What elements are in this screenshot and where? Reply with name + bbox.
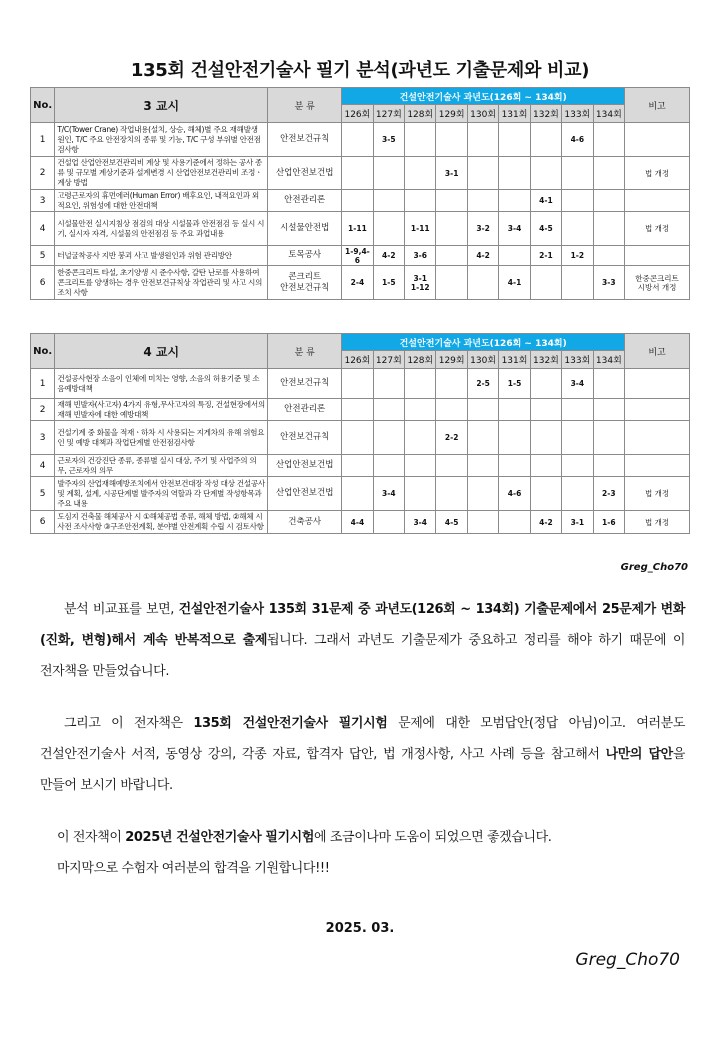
round-value xyxy=(436,369,467,399)
question-description: 건설업 산업안전보건관리비 계상 및 사용기준에서 정하는 공사 종류 및 규모별 계상기준과 설계변경 시 산업안전보건관리비 조정ㆍ계상 방법 xyxy=(55,157,268,190)
round-value xyxy=(436,477,467,511)
table-row xyxy=(31,455,690,477)
row-number: 3 xyxy=(31,190,55,212)
round-value xyxy=(405,399,436,421)
row-number: 3 xyxy=(31,421,55,455)
header-note: 비고 xyxy=(625,334,690,369)
header-round: 126회 xyxy=(342,105,373,123)
row-note xyxy=(625,190,690,212)
round-value xyxy=(530,477,561,511)
question-description: 건설공사현장 소음이 인체에 미치는 영향, 소음의 허용기준 및 소음예방대책 xyxy=(55,369,268,399)
round-value xyxy=(530,123,561,157)
header-category: 분 류 xyxy=(268,334,342,369)
round-value xyxy=(342,455,373,477)
round-value xyxy=(593,421,625,455)
round-value: 4-1 xyxy=(499,266,530,300)
question-description: 도심지 건축물 해체공사 시 ①해체공법 종류, 해체 방법, ②해체 시 사전 조사사항 ③구조안전계획, 분야별 안전계획 수립 시 검토사항 xyxy=(55,511,268,534)
round-value: 3-4 xyxy=(373,477,404,511)
table-row xyxy=(31,123,690,157)
text-segment: 에 조금이나마 도움이 되었으면 좋겠습니다. 마지막으로 수험자 여러분의 합격을 기원합니다!!! xyxy=(57,830,552,876)
author-signature: Greg_Cho70 xyxy=(575,950,680,970)
round-value xyxy=(373,190,404,212)
header-round: 130회 xyxy=(467,351,498,369)
round-value xyxy=(593,123,625,157)
question-description: 발주자의 산업재해예방조치에서 안전보건대장 작성 대상 건설공사 및 계획, 설계, 시공단계별 발주자의 역할과 각 단계별 작성항목과 주요 내용 xyxy=(55,477,268,511)
question-category: 건축공사 xyxy=(268,511,342,534)
round-value xyxy=(593,369,625,399)
round-value: 1-2 xyxy=(562,246,593,266)
emphasis-text: 나만의 답안 xyxy=(605,747,673,762)
header-round: 126회 xyxy=(342,351,373,369)
row-number: 1 xyxy=(31,123,55,157)
round-value xyxy=(436,123,467,157)
row-note xyxy=(625,399,690,421)
row-number: 2 xyxy=(31,399,55,421)
row-note: 한중콘크리트 시방서 개정 xyxy=(625,266,690,300)
round-value xyxy=(467,157,498,190)
round-value xyxy=(467,190,498,212)
round-value xyxy=(530,421,561,455)
table-row xyxy=(31,399,690,421)
question-description: 건설기계 중 화물을 적재ㆍ하차 시 사용되는 지게차의 유해 위험요인 및 예방 대책과 작업단계별 안전점검사항 xyxy=(55,421,268,455)
header-no: No. xyxy=(31,334,55,369)
round-value: 2-3 xyxy=(593,477,625,511)
round-value xyxy=(342,157,373,190)
round-value xyxy=(436,190,467,212)
question-category: 안전관리론 xyxy=(268,190,342,212)
round-value xyxy=(467,123,498,157)
round-value xyxy=(467,266,498,300)
question-category: 산업안전보건법 xyxy=(268,455,342,477)
header-round: 131회 xyxy=(499,105,530,123)
round-value: 1-6 xyxy=(593,511,625,534)
round-value xyxy=(467,511,498,534)
round-value xyxy=(342,399,373,421)
round-value xyxy=(562,266,593,300)
table-row xyxy=(31,190,690,212)
table-row xyxy=(31,246,690,266)
round-value xyxy=(530,266,561,300)
header-round: 132회 xyxy=(530,351,561,369)
question-category: 시설물안전법 xyxy=(268,212,342,246)
row-number: 6 xyxy=(31,511,55,534)
round-value xyxy=(373,399,404,421)
round-value xyxy=(342,421,373,455)
round-value xyxy=(405,421,436,455)
round-value: 4-2 xyxy=(373,246,404,266)
header-round: 128회 xyxy=(405,105,436,123)
row-note: 법 개정 xyxy=(625,477,690,511)
header-note: 비고 xyxy=(625,88,690,123)
round-value: 4-5 xyxy=(530,212,561,246)
round-value xyxy=(499,123,530,157)
round-value xyxy=(530,369,561,399)
row-note xyxy=(625,123,690,157)
analysis-table-4th-period xyxy=(30,333,690,534)
document-title: 135회 건설안전기술사 필기 분석(과년도 기출문제와 비교) xyxy=(130,60,590,81)
round-value xyxy=(562,190,593,212)
round-value: 3-1 1-12 xyxy=(405,266,436,300)
round-value xyxy=(562,157,593,190)
question-description: 고령근로자의 휴먼에러(Human Error) 배후요인, 내적요인과 외적요인, 위험성에 대한 안전대책 xyxy=(55,190,268,212)
row-number: 1 xyxy=(31,369,55,399)
round-value xyxy=(405,123,436,157)
header-round: 127회 xyxy=(373,105,404,123)
text-segment: 을 만들어 보시기 바랍니다. xyxy=(40,747,685,793)
header-category: 분 류 xyxy=(268,88,342,123)
round-value xyxy=(373,455,404,477)
round-value xyxy=(373,212,404,246)
round-value xyxy=(593,399,625,421)
round-value xyxy=(530,399,561,421)
round-value: 4-2 xyxy=(467,246,498,266)
header-round: 133회 xyxy=(562,351,593,369)
round-value xyxy=(467,455,498,477)
question-category: 콘크리트 안전보건규칙 xyxy=(268,266,342,300)
row-note: 법 개정 xyxy=(625,212,690,246)
date: 2025. 03. xyxy=(325,921,395,936)
round-value xyxy=(499,246,530,266)
round-value xyxy=(562,455,593,477)
body-text xyxy=(40,594,685,905)
round-value xyxy=(593,190,625,212)
header-round: 129회 xyxy=(436,351,467,369)
round-value xyxy=(436,212,467,246)
text-segment: 분석 비교표를 보면, xyxy=(64,602,179,617)
question-category: 안전관리론 xyxy=(268,399,342,421)
round-value: 3-5 xyxy=(373,123,404,157)
round-value xyxy=(593,455,625,477)
row-number: 2 xyxy=(31,157,55,190)
round-value: 4-6 xyxy=(562,123,593,157)
header-round: 130회 xyxy=(467,105,498,123)
round-value xyxy=(562,212,593,246)
paragraph-ebook-note xyxy=(40,708,685,801)
round-value xyxy=(405,157,436,190)
round-value: 2-1 xyxy=(530,246,561,266)
round-value: 1-5 xyxy=(373,266,404,300)
round-value xyxy=(342,477,373,511)
round-value xyxy=(342,369,373,399)
question-category: 안전보건규칙 xyxy=(268,369,342,399)
round-value xyxy=(593,246,625,266)
question-category: 안전보건규칙 xyxy=(268,123,342,157)
header-round: 132회 xyxy=(530,105,561,123)
question-description: 근로자의 건강진단 종류, 종류별 실시 대상, 주기 및 사업주의 의무, 근로자의 의무 xyxy=(55,455,268,477)
round-value xyxy=(436,266,467,300)
table-row xyxy=(31,369,690,399)
round-value xyxy=(342,123,373,157)
round-value xyxy=(593,212,625,246)
round-value xyxy=(499,455,530,477)
round-value xyxy=(562,421,593,455)
text-segment: 이 전자책이 xyxy=(57,830,126,845)
round-value xyxy=(342,190,373,212)
header-exam-period: 3 교시 xyxy=(55,88,268,123)
round-value xyxy=(499,399,530,421)
round-value: 2-5 xyxy=(467,369,498,399)
emphasis-text: 건설안전기술사 135회 31문제 중 과년도(126회 ~ 134회) 기출문제에서 25문제가 변화(진화, 변형)해서 계속 반복적으로 출제 xyxy=(40,602,685,648)
question-description: 재해 빈발자(사고자) 4가지 유형,무사고자의 특징, 건설현장에서의 재해 빈발자에 대한 예방대책 xyxy=(55,399,268,421)
round-value: 3-6 xyxy=(405,246,436,266)
row-number: 4 xyxy=(31,455,55,477)
row-note xyxy=(625,455,690,477)
question-category: 산업안전보건법 xyxy=(268,477,342,511)
paragraph-analysis xyxy=(40,594,685,687)
round-value: 4-5 xyxy=(436,511,467,534)
header-round: 129회 xyxy=(436,105,467,123)
round-value xyxy=(562,399,593,421)
round-value xyxy=(499,511,530,534)
round-value: 2-2 xyxy=(436,421,467,455)
round-value: 1-11 xyxy=(342,212,373,246)
header-no: No. xyxy=(31,88,55,123)
header-exam-period: 4 교시 xyxy=(55,334,268,369)
round-value: 3-1 xyxy=(562,511,593,534)
question-category: 산업안전보건법 xyxy=(268,157,342,190)
round-value xyxy=(436,399,467,421)
row-number: 5 xyxy=(31,477,55,511)
row-number: 4 xyxy=(31,212,55,246)
round-value: 3-4 xyxy=(499,212,530,246)
emphasis-text: 2025년 건설안전기술사 필기시험 xyxy=(125,830,314,845)
header-past-rounds: 건설안전기술사 과년도(126회 ~ 134회) xyxy=(342,88,625,105)
emphasis-text: 135회 건설안전기술사 필기시험 xyxy=(193,716,388,731)
question-description: 시설물안전 실시지침상 점검의 대상 시설물과 안전점검 등 실시 시기, 실시자 자격, 시설물의 안전점검 등 주요 과업내용 xyxy=(55,212,268,246)
round-value: 1-5 xyxy=(499,369,530,399)
header-round: 127회 xyxy=(373,351,404,369)
round-value xyxy=(373,421,404,455)
round-value: 3-2 xyxy=(467,212,498,246)
round-value xyxy=(373,369,404,399)
header-round: 131회 xyxy=(499,351,530,369)
row-number: 5 xyxy=(31,246,55,266)
round-value: 4-1 xyxy=(530,190,561,212)
question-description: T/C(Tower Crane) 작업내용(설치, 상승, 해체)별 주요 재해발생 원인, T/C 주요 안전장치의 종류 및 기능, T/C 구성 부위별 안전점검사항 xyxy=(55,123,268,157)
row-note xyxy=(625,369,690,399)
round-value xyxy=(467,421,498,455)
round-value: 3-4 xyxy=(562,369,593,399)
round-value xyxy=(405,477,436,511)
round-value: 3-3 xyxy=(593,266,625,300)
header-round: 134회 xyxy=(593,351,625,369)
round-value: 3-4 xyxy=(405,511,436,534)
round-value xyxy=(405,369,436,399)
round-value xyxy=(499,190,530,212)
table-row xyxy=(31,511,690,534)
round-value xyxy=(562,477,593,511)
round-value xyxy=(467,477,498,511)
round-value xyxy=(436,246,467,266)
table-row xyxy=(31,421,690,455)
round-value xyxy=(499,421,530,455)
table-row xyxy=(31,477,690,511)
table-row xyxy=(31,157,690,190)
round-value xyxy=(499,157,530,190)
row-number: 6 xyxy=(31,266,55,300)
question-category: 토목공사 xyxy=(268,246,342,266)
text-segment: 문제에 대한 모범답안(정답 아님)이고. 여러분도 건설안전기술사 서적, 동영상 강의, 각종 자료, 합격자 답안, 법 개정사항, 사고 사례 등을 참고해서 xyxy=(40,716,685,762)
round-value: 4-4 xyxy=(342,511,373,534)
round-value xyxy=(405,190,436,212)
round-value xyxy=(530,157,561,190)
header-round: 134회 xyxy=(593,105,625,123)
row-note xyxy=(625,246,690,266)
header-round: 133회 xyxy=(562,105,593,123)
round-value: 1-11 xyxy=(405,212,436,246)
round-value: 4-2 xyxy=(530,511,561,534)
question-category: 안전보건규칙 xyxy=(268,421,342,455)
round-value xyxy=(593,157,625,190)
round-value xyxy=(436,455,467,477)
table-row xyxy=(31,266,690,300)
question-description: 한중콘크리트 타설, 초기양생 시 준수사항, 갈탄 난로를 사용하여 콘크리트를 양생하는 경우 안전보건규칙상 작업관리 및 사고 시의 조치 사항 xyxy=(55,266,268,300)
table-row xyxy=(31,212,690,246)
text-segment: 그리고 이 전자책은 xyxy=(64,716,194,731)
row-note: 법 개정 xyxy=(625,157,690,190)
round-value: 3-1 xyxy=(436,157,467,190)
row-note: 법 개정 xyxy=(625,511,690,534)
round-value: 4-6 xyxy=(499,477,530,511)
round-value xyxy=(405,455,436,477)
round-value xyxy=(373,157,404,190)
question-description: 터널굴착공사 지반 붕괴 사고 발생원인과 위험 관리방안 xyxy=(55,246,268,266)
header-round: 128회 xyxy=(405,351,436,369)
round-value xyxy=(373,511,404,534)
round-value xyxy=(467,399,498,421)
table-signature: Greg_Cho70 xyxy=(620,562,688,573)
analysis-table-3rd-period xyxy=(30,87,690,300)
header-past-rounds: 건설안전기술사 과년도(126회 ~ 134회) xyxy=(342,334,625,351)
round-value: 2-4 xyxy=(342,266,373,300)
row-note xyxy=(625,421,690,455)
paragraph-closing xyxy=(40,822,685,884)
text-segment: 됩니다. 그래서 과년도 기출문제가 중요하고 정리를 해야 하기 때문에 이 전자책을 만들었습니다. xyxy=(40,633,686,679)
round-value: 1-9,4-6 xyxy=(342,246,373,266)
round-value xyxy=(530,455,561,477)
